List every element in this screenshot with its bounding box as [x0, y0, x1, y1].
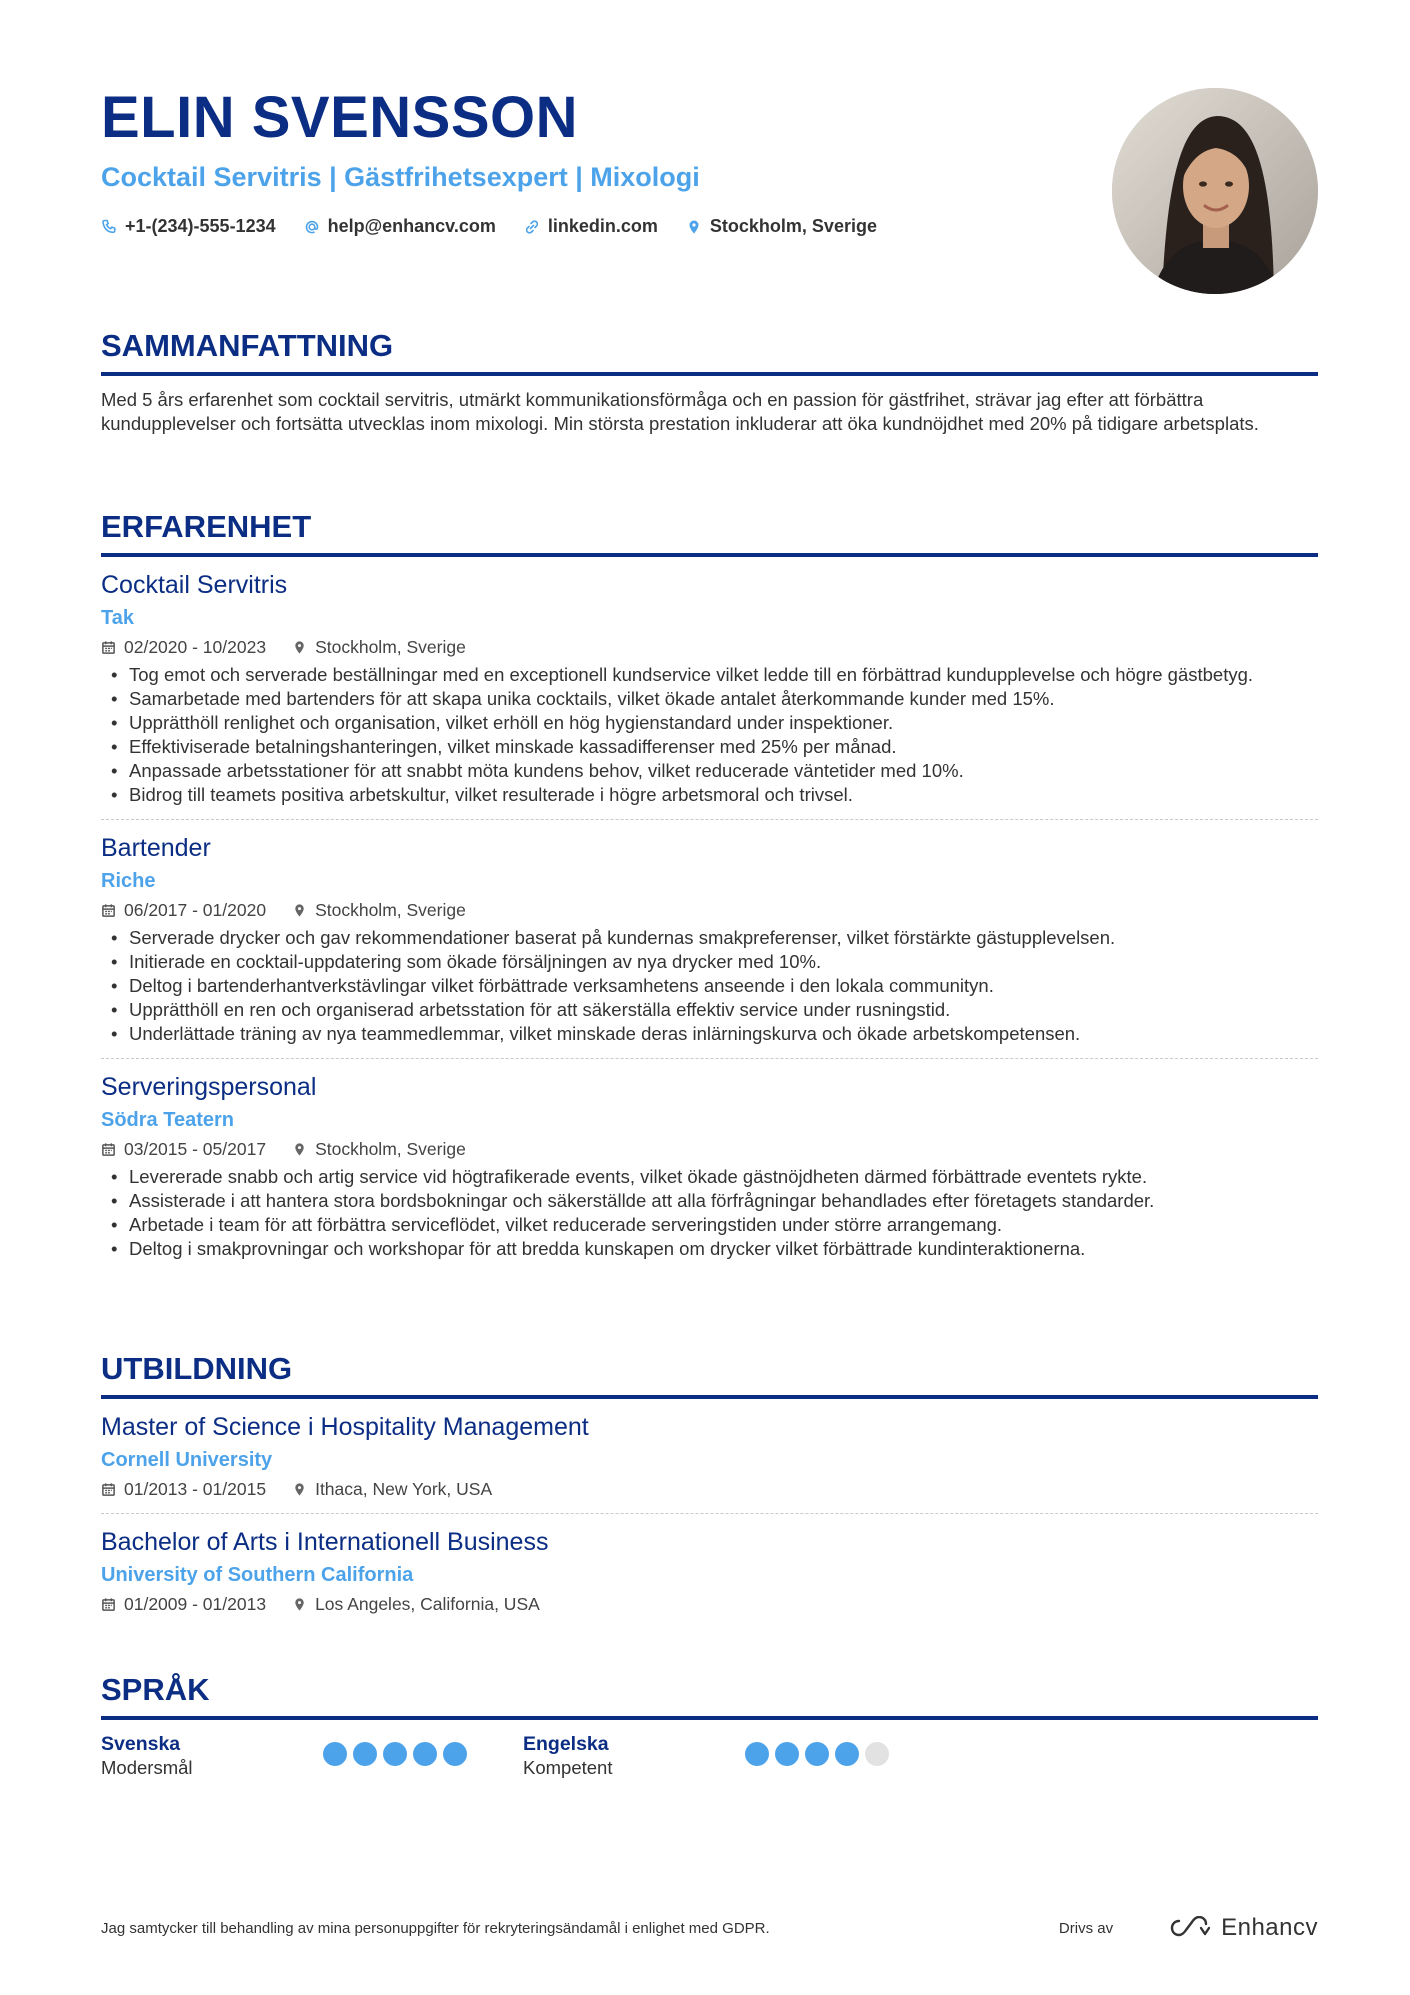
dates-text: 03/2015 - 05/2017 — [124, 1139, 267, 1159]
location-text: Stockholm, Sverige — [315, 1139, 466, 1159]
location-pin-icon — [292, 640, 307, 655]
job-dates — [101, 898, 266, 922]
calendar-icon — [101, 640, 116, 655]
rating-dot-filled — [413, 1742, 437, 1766]
education-title: UTBILDNING — [101, 1351, 293, 1386]
powered-by-label: Drivs av — [1058, 1919, 1114, 1937]
dates-text: 06/2017 - 01/2020 — [124, 900, 267, 920]
summary-divider — [101, 372, 1318, 376]
education-entry — [101, 1399, 1318, 1501]
job-meta — [101, 1137, 1318, 1161]
summary-section — [101, 326, 1318, 436]
calendar-icon — [101, 1597, 116, 1612]
achievement-item: • Arbetade i team för att förbättra serviceflödet, vilket reducerade serveringstiden under större arrangemang. — [101, 1213, 1318, 1237]
location-pin-icon — [292, 903, 307, 918]
contact-phone[interactable] — [101, 216, 276, 237]
language-rating — [323, 1742, 467, 1780]
summary-text: Med 5 års erfarenhet som cocktail servitris, utmärkt kommunikationsförmåga och en passion för gästfrihet, strävar jag efter att förbättra kundupplevelser och fortsätta utvecklas inom mixologi. Min största prestation inkluderar att öka kundnöjdhet med 20% på tidigare arbetsplats. — [101, 389, 1259, 434]
education-section — [101, 1349, 1318, 1616]
education-location — [292, 1592, 540, 1616]
contact-email[interactable] — [304, 216, 496, 237]
rating-dot-filled — [775, 1742, 799, 1766]
achievement-list — [101, 663, 1318, 807]
achievement-item: • Bidrog till teamets positiva arbetskultur, vilket resulterade i högre arbetsmoral och trivsel. — [101, 783, 1318, 807]
rating-dot-filled — [323, 1742, 347, 1766]
email-text: help@enhancv.com — [327, 216, 496, 236]
achievement-item: • Underlättade träning av nya teammedlemmar, vilket minskade deras inlärningskurva och ökade arbetskompetensen. — [101, 1022, 1318, 1046]
education-meta — [101, 1477, 1318, 1501]
job-meta — [101, 898, 1318, 922]
phone-icon — [101, 219, 117, 235]
achievement-item: • Initierade en cocktail-uppdatering som ökade försäljningen av nya drycker med 10%. — [101, 950, 1318, 974]
job-title: Bartender — [101, 834, 211, 862]
job-meta — [101, 635, 1318, 659]
experience-entry — [101, 819, 1318, 1046]
school-name: Cornell University — [101, 1449, 273, 1471]
achievement-list — [101, 926, 1318, 1046]
calendar-icon — [101, 1142, 116, 1157]
languages-divider — [101, 1716, 1318, 1720]
experience-title: ERFARENHET — [101, 509, 312, 544]
contact-location — [686, 216, 877, 237]
language-text — [101, 1732, 323, 1780]
job-dates — [101, 1137, 266, 1161]
location-text: Los Angeles, California, USA — [315, 1594, 540, 1614]
enhancv-logo-icon — [1167, 1916, 1213, 1940]
language-level: Kompetent — [523, 1757, 613, 1778]
achievement-list — [101, 1165, 1318, 1261]
experience-section — [101, 507, 1318, 1261]
rating-dot-filled — [443, 1742, 467, 1766]
job-title: Serveringspersonal — [101, 1073, 317, 1101]
job-location — [292, 1137, 466, 1161]
location-pin-icon — [292, 1142, 307, 1157]
gdpr-consent: Jag samtycker till behandling av mina personuppgifter för rekryteringsändamål i enlighet med GDPR. — [101, 1919, 770, 1937]
languages-section — [101, 1670, 1318, 1780]
rating-dot-filled — [745, 1742, 769, 1766]
achievement-item: • Deltog i smakprovningar och workshopar för att bredda kunskapen om drycker vilket förbättrade kundinteraktionerna. — [101, 1237, 1318, 1261]
location-pin-icon — [686, 219, 702, 235]
rating-dot-filled — [353, 1742, 377, 1766]
education-meta — [101, 1592, 1318, 1616]
job-location — [292, 635, 466, 659]
language-item — [101, 1732, 523, 1780]
language-list — [101, 1732, 1318, 1780]
dates-text: 01/2013 - 01/2015 — [124, 1479, 267, 1499]
candidate-name: ELIN SVENSSON — [101, 85, 579, 150]
rating-dot-empty — [865, 1742, 889, 1766]
job-dates — [101, 635, 266, 659]
company-name: Tak — [101, 607, 134, 629]
language-level: Modersmål — [101, 1757, 193, 1778]
language-text — [523, 1732, 745, 1780]
location-text: Ithaca, New York, USA — [315, 1479, 493, 1499]
calendar-icon — [101, 1482, 116, 1497]
linkedin-text: linkedin.com — [547, 216, 658, 236]
contact-bar — [101, 216, 1101, 237]
language-name: Engelska — [523, 1733, 609, 1755]
summary-title: SAMMANFATTNING — [101, 328, 394, 363]
language-rating — [745, 1742, 889, 1780]
experience-entry — [101, 557, 1318, 807]
brand-logo[interactable] — [1167, 1914, 1318, 1942]
degree-title: Master of Science i Hospitality Management — [101, 1413, 589, 1441]
achievement-item: • Anpassade arbetsstationer för att snabbt möta kundens behov, vilket reducerade väntetider med 10%. — [101, 759, 1318, 783]
profile-photo — [1112, 88, 1318, 294]
degree-title: Bachelor of Arts i Internationell Business — [101, 1528, 549, 1556]
language-name: Svenska — [101, 1733, 181, 1755]
link-icon — [524, 219, 540, 235]
company-name: Riche — [101, 870, 156, 892]
avatar-illustration — [1112, 88, 1318, 294]
phone-text: +1-(234)-555-1234 — [125, 216, 276, 236]
achievement-item: • Samarbetade med bartenders för att skapa unika cocktails, vilket ökade antalet återkommande kunder med 15%. — [101, 687, 1318, 711]
at-icon — [304, 219, 320, 235]
contact-linkedin[interactable] — [524, 216, 658, 237]
education-entry — [101, 1513, 1318, 1616]
resume-header — [101, 82, 1101, 237]
rating-dot-filled — [835, 1742, 859, 1766]
achievement-item: • Effektiviserade betalningshanteringen, vilket minskade kassadifferenser med 25% per månad. — [101, 735, 1318, 759]
achievement-item: • Upprätthöll en ren och organiserad arbetsstation för att säkerställa effektiv service under rusningstid. — [101, 998, 1318, 1022]
achievement-item: • Tog emot och serverade beställningar med en exceptionell kundservice vilket ledde till en förbättrad kundupplevelse och högre gästbetyg. — [101, 663, 1318, 687]
candidate-headline: Cocktail Servitris | Gästfrihetsexpert | Mixologi — [101, 162, 700, 192]
job-location — [292, 898, 466, 922]
location-text: Stockholm, Sverige — [315, 637, 466, 657]
achievement-item: • Upprätthöll renlighet och organisation, vilket erhöll en hög hygienstandard under inspektioner. — [101, 711, 1318, 735]
achievement-item: • Assisterade i att hantera stora bordsbokningar och säkerställde att alla förfrågningar behandlades efter företagets standarder. — [101, 1189, 1318, 1213]
experience-entry — [101, 1058, 1318, 1261]
rating-dot-filled — [805, 1742, 829, 1766]
education-location — [292, 1477, 492, 1501]
calendar-icon — [101, 903, 116, 918]
achievement-item: • Deltog i bartenderhantverkstävlingar vilket förbättrade verksamhetens anseende i den lokala communityn. — [101, 974, 1318, 998]
location-text: Stockholm, Sverige — [315, 900, 466, 920]
education-dates — [101, 1592, 266, 1616]
dates-text: 01/2009 - 01/2013 — [124, 1594, 267, 1614]
school-name: University of Southern California — [101, 1564, 414, 1586]
education-dates — [101, 1477, 266, 1501]
rating-dot-filled — [383, 1742, 407, 1766]
location-pin-icon — [292, 1482, 307, 1497]
languages-title: SPRÅK — [101, 1672, 210, 1707]
job-title: Cocktail Servitris — [101, 571, 288, 599]
achievement-item: • Levererade snabb och artig service vid högtrafikerade events, vilket ökade gästnöjdheten därmed förbättrade eventets rykte. — [101, 1165, 1318, 1189]
achievement-item: • Serverade drycker och gav rekommendationer baserat på kundernas smakpreferenser, vilket förstärkte gästupplevelsen. — [101, 926, 1318, 950]
language-item — [523, 1732, 945, 1780]
location-pin-icon — [292, 1597, 307, 1612]
brand-name: Enhancv — [1221, 1914, 1318, 1941]
location-text: Stockholm, Sverige — [709, 216, 877, 236]
page-footer — [101, 1914, 1318, 1942]
dates-text: 02/2020 - 10/2023 — [124, 637, 267, 657]
company-name: Södra Teatern — [101, 1109, 234, 1131]
